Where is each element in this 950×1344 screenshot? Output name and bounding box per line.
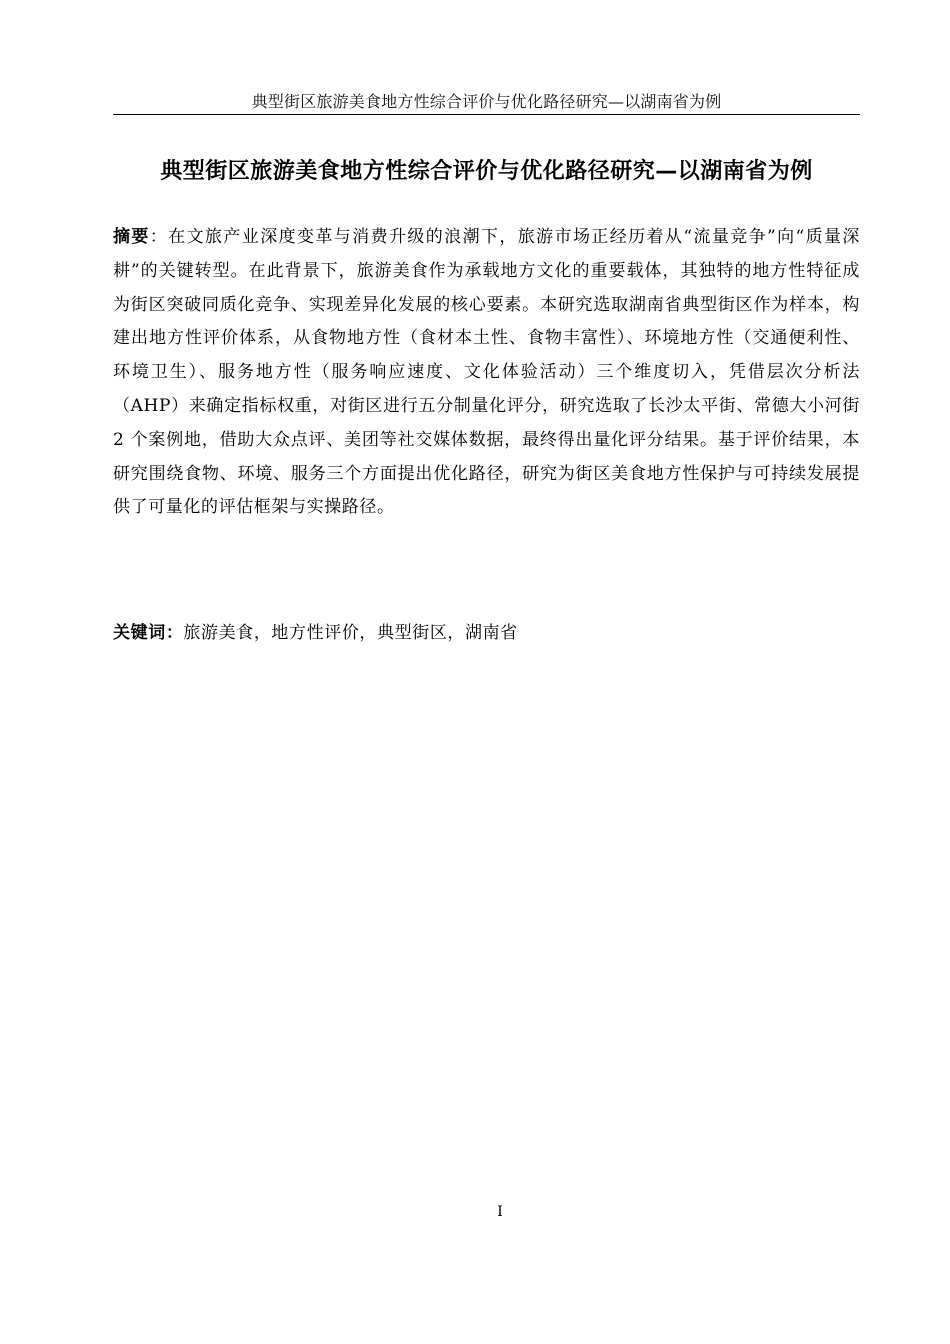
- abstract-label: 摘要: [113, 227, 150, 247]
- abstract-text: 在文旅产业深度变革与消费升级的浪潮下，旅游市场正经历着从“流量竞争”向“质量深耕”的关键转型。在此背景下，旅游美食作为承载地方文化的重要载体，其独特的地方性特征成为街区突破同质化竞争、实现差异化发展的核心要素。本研究选取湖南省典型街区作为样本，构建出地方性评价体系，从食物地方性（食材本土性、食物丰富性）、环境地方性（交通便利性、环境卫生）、服务地方性（服务响应速度、文化体验活动）三个维度切入，凭借层次分析法（AHP）来确定指标权重，对街区进行五分制量化评分，研究选取了长沙太平街、常德大小河街 2 个案例地，借助大众点评、美团等社交媒体数据，最终得出量化评分结果。基于评价结果，本研究围绕食物、环境、服务三个方面提出优化路径，研究为街区美食地方性保护与可持续发展提供了可量化的评估框架与实操路径。: [113, 227, 860, 518]
- abstract-paragraph: [113, 221, 860, 525]
- page-title: 典型街区旅游美食地方性综合评价与优化路径研究—以湖南省为例: [160, 159, 813, 184]
- header-rule: [113, 114, 860, 115]
- page-number: I: [497, 1204, 503, 1220]
- keywords-text: 旅游美食，地方性评价，典型街区，湖南省: [183, 623, 518, 643]
- abstract-separator: ：: [149, 227, 169, 247]
- keywords-separator: ：: [165, 623, 184, 643]
- keywords-label: 关键词: [113, 623, 166, 643]
- keywords-line: [113, 617, 860, 650]
- running-header: 典型街区旅游美食地方性综合评价与优化路径研究—以湖南省为例: [251, 92, 722, 111]
